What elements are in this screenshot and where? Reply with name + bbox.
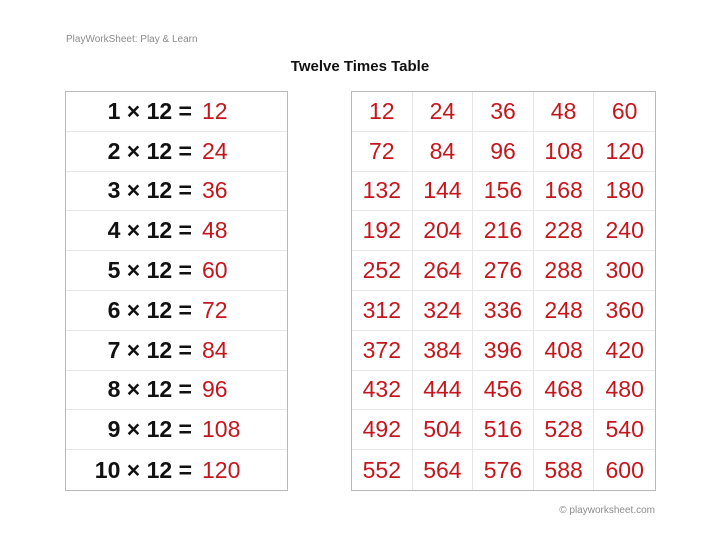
grid-cell: 576 (473, 450, 534, 490)
grid-cell: 276 (473, 251, 534, 291)
grid-cell: 492 (352, 410, 413, 450)
grid-cell: 444 (413, 371, 474, 411)
fact-row (66, 371, 287, 411)
grid-cell: 372 (352, 331, 413, 371)
grid-cell: 468 (534, 371, 595, 411)
fact-result: 72 (202, 296, 228, 323)
grid-cell: 336 (473, 291, 534, 331)
fact-result: 108 (202, 416, 241, 443)
fact-row (66, 251, 287, 291)
grid-cell: 312 (352, 291, 413, 331)
fact-result: 60 (202, 257, 228, 284)
grid-cell: 324 (413, 291, 474, 331)
grid-cell: 36 (473, 92, 534, 132)
grid-cell: 216 (473, 211, 534, 251)
fact-result: 120 (202, 456, 241, 483)
grid-cell: 24 (413, 92, 474, 132)
grid-cell: 204 (413, 211, 474, 251)
fact-row (66, 291, 287, 331)
fact-row (66, 211, 287, 251)
fact-result: 24 (202, 137, 228, 164)
grid-cell: 12 (352, 92, 413, 132)
grid-cell: 480 (594, 371, 655, 411)
fact-row (66, 450, 287, 490)
brand-header: PlayWorkSheet: Play & Learn (66, 34, 198, 45)
page-title: Twelve Times Table (290, 58, 430, 75)
grid-cell: 396 (473, 331, 534, 371)
fact-expression: 9 × 12 = (107, 416, 192, 443)
grid-cell: 516 (473, 410, 534, 450)
fact-expression: 5 × 12 = (107, 257, 192, 284)
fact-result: 12 (202, 97, 228, 124)
grid-cell: 432 (352, 371, 413, 411)
grid-cell: 456 (473, 371, 534, 411)
grid-cell: 240 (594, 211, 655, 251)
grid-cell: 60 (594, 92, 655, 132)
grid-cell: 144 (413, 172, 474, 212)
grid-cell: 84 (413, 132, 474, 172)
grid-cell: 384 (413, 331, 474, 371)
grid-cell: 108 (534, 132, 595, 172)
grid-cell: 168 (534, 172, 595, 212)
grid-cell: 288 (534, 251, 595, 291)
grid-cell: 248 (534, 291, 595, 331)
fact-row (66, 172, 287, 212)
grid-cell: 228 (534, 211, 595, 251)
grid-cell: 180 (594, 172, 655, 212)
grid-cell: 420 (594, 331, 655, 371)
grid-cell: 156 (473, 172, 534, 212)
copyright-footer: © playworksheet.com (559, 505, 655, 516)
grid-cell: 48 (534, 92, 595, 132)
grid-cell: 120 (594, 132, 655, 172)
fact-expression: 4 × 12 = (107, 217, 192, 244)
grid-cell: 528 (534, 410, 595, 450)
fact-expression: 3 × 12 = (107, 177, 192, 204)
fact-result: 48 (202, 217, 228, 244)
grid-cell: 504 (413, 410, 474, 450)
grid-cell: 360 (594, 291, 655, 331)
fact-expression: 6 × 12 = (107, 296, 192, 323)
grid-cell: 252 (352, 251, 413, 291)
fact-row (66, 331, 287, 371)
grid-cell: 600 (605, 456, 644, 483)
fact-row (66, 92, 287, 132)
fact-expression: 1 × 12 = (107, 97, 192, 124)
grid-cell: 552 (352, 450, 413, 490)
grid-cell: 300 (594, 251, 655, 291)
grid-cell: 564 (413, 450, 474, 490)
fact-row (66, 410, 287, 450)
fact-expression: 7 × 12 = (107, 336, 192, 363)
grid-cell: 408 (534, 331, 595, 371)
fact-expression: 8 × 12 = (107, 376, 192, 403)
grid-cell: 192 (352, 211, 413, 251)
facts-table (65, 91, 288, 491)
fact-expression: 2 × 12 = (107, 137, 192, 164)
multiples-grid (351, 91, 656, 491)
grid-cell: 72 (352, 132, 413, 172)
fact-result: 96 (202, 376, 228, 403)
fact-row (66, 132, 287, 172)
fact-expression: 10 × 12 = (94, 456, 192, 483)
grid-cell: 588 (534, 450, 595, 490)
grid-cell: 540 (594, 410, 655, 450)
grid-cell: 96 (473, 132, 534, 172)
grid-cell: 264 (413, 251, 474, 291)
fact-result: 84 (202, 336, 228, 363)
fact-result: 36 (202, 177, 228, 204)
grid-cell: 132 (352, 172, 413, 212)
